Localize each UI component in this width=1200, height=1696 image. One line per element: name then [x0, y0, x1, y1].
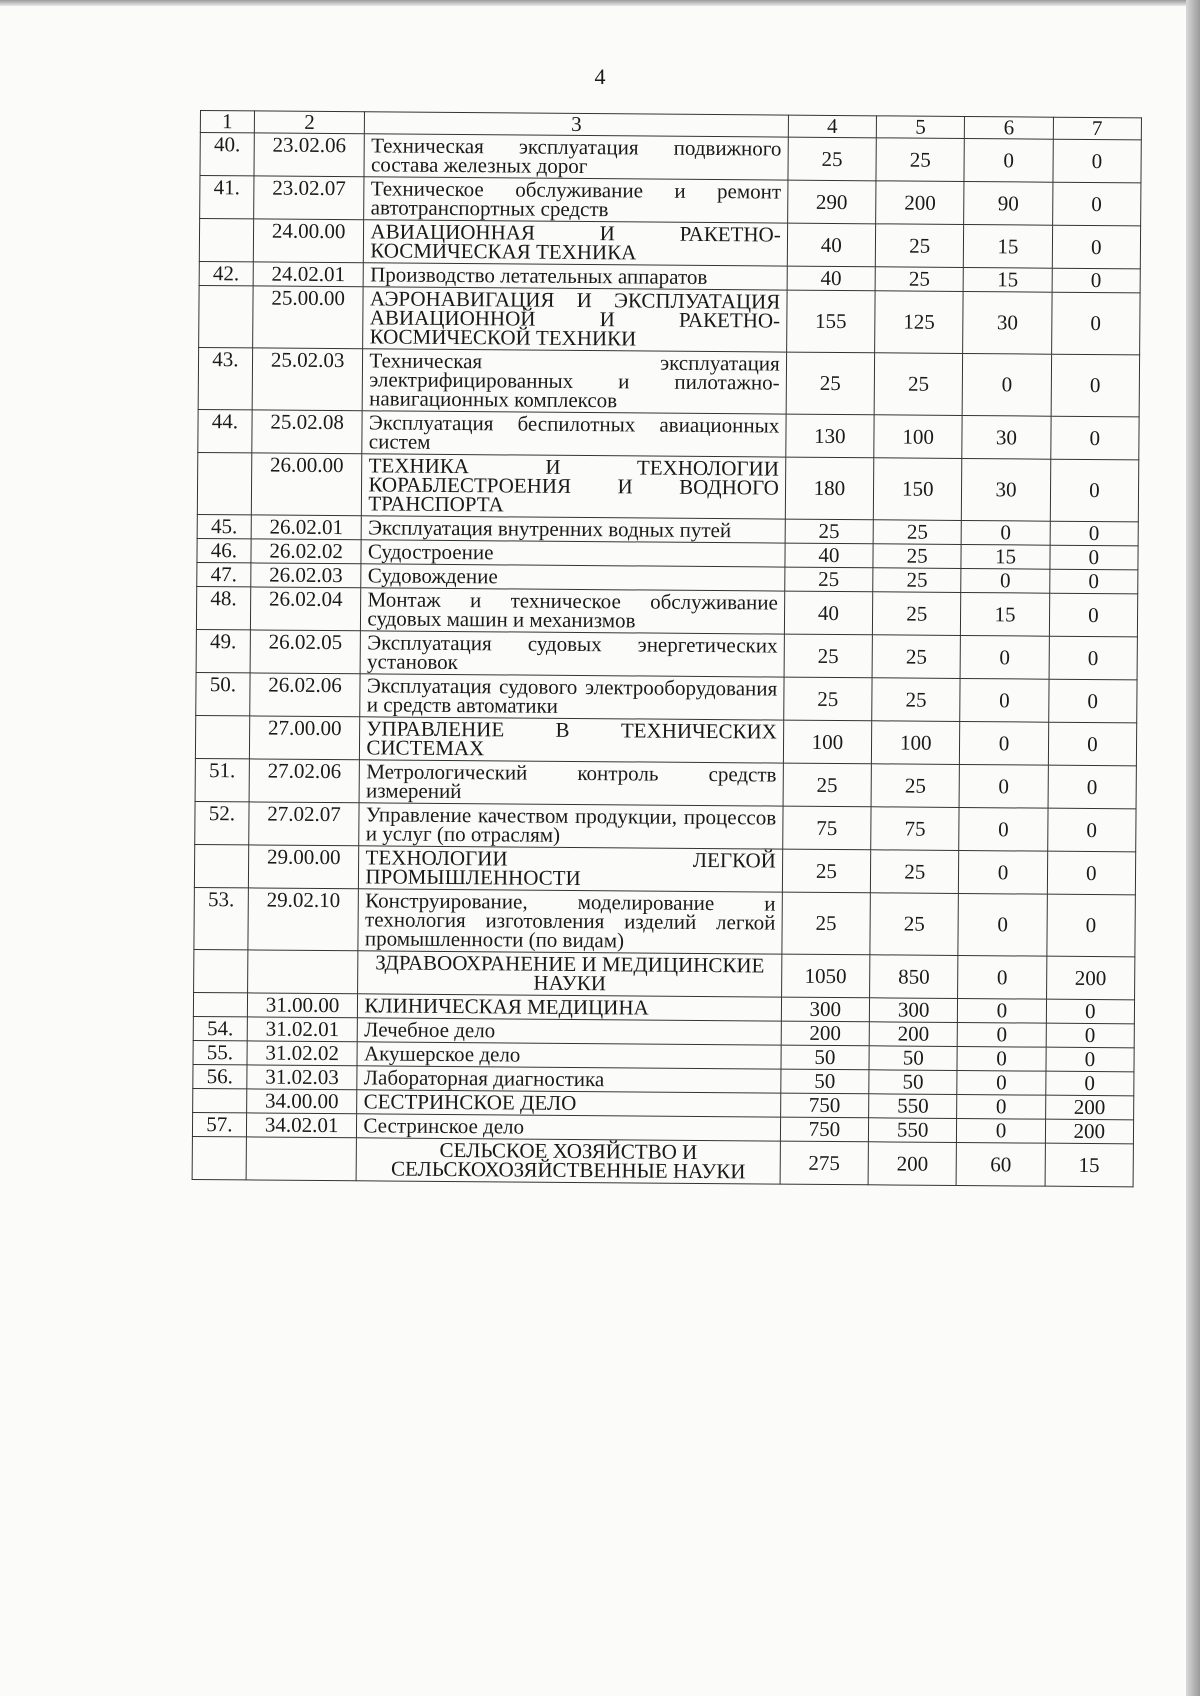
value-col7-cell: 0 [1050, 545, 1139, 570]
value-col6-cell: 0 [958, 893, 1047, 956]
value-col5-cell: 200 [868, 1142, 957, 1186]
value-col4-cell: 25 [784, 634, 873, 678]
row-number-cell: 47. [197, 562, 251, 586]
value-col6-cell: 30 [962, 458, 1051, 521]
row-number-cell: 41. [200, 176, 254, 219]
value-col4-cell: 40 [784, 591, 873, 635]
specialty-name-cell: Судостроение [361, 540, 784, 567]
value-col7-cell: 0 [1053, 139, 1142, 183]
header-cell: 4 [788, 115, 876, 138]
specialty-name-cell: Техническое обслуживание и ремонт автотранспортных средств [364, 177, 788, 223]
value-col6-cell: 0 [959, 850, 1048, 894]
row-number-cell [194, 949, 248, 992]
row-number-cell [197, 452, 251, 514]
specialty-name-cell: Акушерское дело [357, 1042, 780, 1069]
value-col4-cell: 25 [783, 677, 872, 721]
value-col6-cell: 90 [964, 182, 1053, 226]
value-col4-cell: 75 [782, 806, 871, 850]
value-col4-cell: 40 [787, 223, 876, 267]
value-col5-cell: 50 [869, 1070, 957, 1095]
specialty-code-cell: 23.02.07 [253, 176, 364, 220]
value-col4-cell: 25 [782, 892, 871, 955]
value-col4-cell: 50 [781, 1069, 869, 1094]
row-number-cell [194, 844, 248, 887]
specialty-code-cell: 29.02.10 [248, 888, 359, 951]
value-col5-cell: 25 [876, 138, 965, 182]
value-col6-cell: 0 [959, 764, 1048, 808]
value-col4-cell: 40 [785, 543, 873, 568]
value-col7-cell: 0 [1052, 182, 1141, 226]
value-col6-cell: 0 [958, 955, 1047, 999]
header-cell: 2 [254, 111, 365, 134]
value-col5-cell: 25 [870, 850, 959, 894]
value-col6-cell: 0 [957, 1094, 1045, 1119]
row-number-cell: 49. [196, 629, 250, 672]
value-col4-cell: 130 [786, 414, 875, 458]
value-col7-cell: 0 [1047, 851, 1136, 895]
value-col5-cell: 125 [875, 291, 964, 354]
value-col4-cell: 180 [785, 457, 874, 520]
value-col4-cell: 200 [781, 1021, 869, 1046]
value-col5-cell: 25 [875, 224, 964, 268]
value-col7-cell: 0 [1045, 1071, 1134, 1096]
value-col5-cell: 25 [872, 635, 961, 679]
value-col7-cell: 0 [1046, 1023, 1135, 1048]
value-col4-cell: 155 [786, 290, 875, 353]
row-number-cell: 51. [195, 758, 249, 801]
specialty-name-cell: Производство летательных аппаратов [364, 263, 787, 290]
value-col7-cell: 200 [1045, 1095, 1134, 1120]
row-number-cell [193, 1088, 247, 1112]
value-col5-cell: 850 [870, 955, 959, 999]
specialty-code-cell: 31.00.00 [247, 993, 358, 1018]
value-col5-cell: 50 [869, 1046, 957, 1071]
row-number-cell [199, 285, 253, 347]
value-col7-cell: 0 [1050, 416, 1139, 460]
specialty-code-cell: 26.00.00 [251, 453, 362, 516]
value-col5-cell: 550 [868, 1118, 956, 1143]
specialty-name-cell: Метрологический контроль средств измерений [360, 760, 784, 806]
value-col7-cell: 0 [1052, 268, 1141, 293]
specialty-name-cell: Эксплуатация внутренних водных путей [362, 516, 785, 543]
value-col6-cell: 30 [962, 415, 1051, 459]
page-number: 4 [594, 64, 606, 89]
specialty-code-cell: 26.02.06 [250, 673, 361, 717]
specialty-code-cell: 29.00.00 [248, 845, 359, 889]
value-col5-cell: 25 [870, 893, 959, 956]
value-col7-cell: 0 [1049, 593, 1138, 637]
row-number-cell: 52. [195, 801, 249, 844]
specialty-name-cell: Лабораторная диагностика [357, 1066, 780, 1093]
specialty-code-cell: 27.00.00 [249, 716, 360, 760]
specialty-name-cell: ТЕХНИКА И ТЕХНОЛОГИИ КОРАБЛЕСТРОЕНИЯ И ВОДНОГО ТРАНСПОРТА [362, 454, 786, 519]
value-col5-cell: 25 [871, 764, 960, 808]
value-col6-cell: 0 [960, 678, 1049, 722]
specialty-name-cell: СЕЛЬСКОЕ ХОЗЯЙСТВО И СЕЛЬСКОХОЗЯЙСТВЕННЫЕ НАУКИ [357, 1138, 781, 1184]
row-number-cell [195, 715, 249, 758]
value-col5-cell: 25 [872, 678, 961, 722]
row-number-cell: 45. [197, 514, 251, 538]
value-col4-cell: 750 [780, 1093, 868, 1118]
value-col4-cell: 25 [788, 137, 877, 181]
specialty-name-cell: Конструирование, моделирование и технология изготовления изделий легкой промышленности (по видам) [358, 889, 782, 954]
table-row [192, 1136, 1133, 1186]
specialty-code-cell: 26.02.02 [251, 539, 362, 564]
value-col7-cell: 0 [1047, 894, 1136, 957]
row-number-cell: 44. [198, 409, 252, 452]
value-col5-cell: 150 [873, 458, 962, 521]
specialty-name-cell: Эксплуатация беспилотных авиационных систем [362, 411, 786, 457]
specialty-name-cell: Эксплуатация судовых энергетических установок [361, 631, 785, 677]
value-col5-cell: 100 [874, 415, 963, 459]
specialty-name-cell: УПРАВЛЕНИЕ В ТЕХНИЧЕСКИХ СИСТЕМАХ [360, 717, 784, 763]
specialty-code-cell: 24.02.01 [253, 262, 364, 287]
specialty-name-cell: Техническая эксплуатация подвижного состава железных дорог [364, 134, 788, 180]
value-col5-cell: 25 [873, 544, 961, 569]
specialty-name-cell: КЛИНИЧЕСКАЯ МЕДИЦИНА [358, 994, 781, 1021]
value-col7-cell: 0 [1046, 999, 1135, 1024]
specialty-code-cell: 23.02.06 [254, 133, 365, 177]
specialty-code-cell [246, 1137, 357, 1181]
value-col6-cell: 0 [958, 1022, 1046, 1047]
specialty-name-cell: Сестринское дело [357, 1114, 780, 1141]
scan-edge-right [1186, 0, 1200, 1696]
value-col5-cell: 550 [869, 1094, 957, 1119]
row-number-cell: 42. [199, 261, 253, 285]
value-col5-cell: 200 [869, 1022, 957, 1047]
value-col4-cell: 25 [786, 352, 875, 415]
value-col4-cell: 25 [785, 519, 873, 544]
row-number-cell: 57. [192, 1112, 246, 1136]
table-row [194, 887, 1135, 956]
value-col6-cell: 15 [963, 268, 1051, 293]
value-col6-cell: 30 [963, 292, 1052, 355]
value-col5-cell: 300 [869, 998, 957, 1023]
specialty-name-cell: ТЕХНОЛОГИИ ЛЕГКОЙ ПРОМЫШЛЕННОСТИ [359, 846, 783, 892]
value-col7-cell: 0 [1048, 722, 1137, 766]
value-col7-cell: 0 [1050, 521, 1139, 546]
value-col7-cell: 200 [1046, 956, 1135, 1000]
value-col4-cell: 290 [787, 180, 876, 224]
value-col6-cell: 0 [960, 635, 1049, 679]
value-col4-cell: 25 [784, 567, 872, 592]
value-col5-cell: 25 [874, 353, 963, 416]
value-col5-cell: 75 [871, 807, 960, 851]
specialty-code-cell: 25.02.03 [252, 348, 363, 411]
value-col4-cell: 50 [781, 1045, 869, 1070]
value-col5-cell: 200 [876, 181, 965, 225]
value-col4-cell: 1050 [781, 954, 870, 998]
specialty-code-cell: 31.02.03 [247, 1065, 358, 1090]
row-number-cell: 50. [196, 672, 250, 715]
specialty-name-cell: Управление качеством продукции, процессов и услуг (по отраслям) [359, 803, 783, 849]
value-col7-cell: 0 [1048, 679, 1137, 723]
specialty-code-cell: 27.02.07 [249, 802, 360, 846]
value-col6-cell: 0 [957, 1118, 1045, 1143]
value-col5-cell: 25 [872, 592, 961, 636]
value-col7-cell: 0 [1046, 1047, 1135, 1072]
table-body [192, 111, 1141, 1187]
value-col6-cell: 0 [957, 1046, 1045, 1071]
value-col4-cell: 300 [781, 997, 869, 1022]
value-col4-cell: 275 [780, 1141, 869, 1185]
specialty-code-cell: 34.00.00 [246, 1089, 357, 1114]
value-col7-cell: 0 [1047, 808, 1136, 852]
specialty-code-cell: 31.02.02 [247, 1041, 358, 1066]
specialty-name-cell: Эксплуатация судового электрооборудования и средств автоматики [360, 674, 784, 720]
specialty-code-cell: 34.02.01 [246, 1113, 357, 1138]
table-row [198, 347, 1139, 416]
row-number-cell: 56. [193, 1064, 247, 1088]
specialty-name-cell: АЭРОНАВИГАЦИЯ И ЭКСПЛУАТАЦИЯ АВИАЦИОННОЙ И РАКЕТНО-КОСМИЧЕСКОЙ ТЕХНИКИ [363, 287, 787, 352]
specialty-name-cell: СЕСТРИНСКОЕ ДЕЛО [357, 1090, 780, 1117]
header-cell: 6 [965, 117, 1053, 140]
specialties-table [192, 110, 1142, 1187]
value-col6-cell: 15 [964, 225, 1053, 269]
specialty-code-cell: 25.00.00 [252, 286, 363, 349]
row-number-cell [199, 219, 253, 262]
row-number-cell: 48. [196, 586, 250, 629]
row-number-cell: 46. [197, 538, 251, 562]
value-col6-cell: 0 [962, 353, 1051, 416]
row-number-cell: 54. [193, 1016, 247, 1040]
row-number-cell [193, 992, 247, 1016]
header-cell: 3 [365, 112, 788, 137]
specialty-name-cell: Лечебное дело [358, 1018, 781, 1045]
specialty-code-cell: 27.02.06 [249, 759, 360, 803]
specialty-code-cell: 26.02.05 [250, 630, 361, 674]
value-col7-cell: 0 [1049, 569, 1138, 594]
value-col6-cell: 0 [960, 721, 1049, 765]
value-col5-cell: 100 [871, 721, 960, 765]
table-row [197, 452, 1138, 521]
specialty-code-cell: 24.00.00 [253, 219, 364, 263]
value-col6-cell: 0 [959, 807, 1048, 851]
value-col6-cell: 0 [961, 568, 1049, 593]
specialty-code-cell: 26.02.04 [250, 587, 361, 631]
value-col6-cell: 0 [961, 520, 1049, 545]
row-number-cell: 55. [193, 1040, 247, 1064]
value-col7-cell: 200 [1045, 1119, 1134, 1144]
table-row [199, 285, 1140, 354]
value-col6-cell: 60 [956, 1142, 1045, 1186]
specialty-name-cell: Монтаж и техническое обслуживание судовых машин и механизмов [361, 588, 785, 634]
header-cell: 7 [1053, 117, 1141, 140]
value-col5-cell: 25 [873, 568, 961, 593]
value-col7-cell: 0 [1052, 225, 1141, 269]
value-col4-cell: 40 [787, 266, 875, 291]
value-col7-cell: 0 [1051, 292, 1140, 355]
value-col6-cell: 0 [957, 1070, 1045, 1095]
specialty-code-cell: 26.02.01 [251, 515, 362, 540]
header-cell: 1 [200, 111, 254, 133]
specialty-code-cell: 31.02.01 [247, 1017, 358, 1042]
value-col7-cell: 0 [1048, 765, 1137, 809]
specialty-name-cell: Техническая эксплуатация электрифицированных и пилотажно-навигационных комплексов [363, 349, 787, 414]
value-col6-cell: 0 [958, 998, 1046, 1023]
specialty-code-cell [247, 950, 358, 994]
row-number-cell [192, 1136, 246, 1179]
value-col4-cell: 100 [783, 720, 872, 764]
value-col5-cell: 25 [873, 520, 961, 545]
value-col7-cell: 0 [1051, 354, 1140, 417]
value-col4-cell: 25 [783, 763, 872, 807]
header-cell: 5 [876, 116, 964, 139]
row-number-cell: 40. [200, 133, 254, 176]
value-col6-cell: 15 [961, 592, 1050, 636]
row-number-cell: 43. [198, 347, 252, 409]
value-col7-cell: 0 [1050, 459, 1139, 522]
specialty-code-cell: 25.02.08 [252, 410, 363, 454]
specialty-name-cell: АВИАЦИОННАЯ И РАКЕТНО-КОСМИЧЕСКАЯ ТЕХНИКА [364, 220, 788, 266]
value-col5-cell: 25 [875, 267, 963, 292]
value-col6-cell: 15 [961, 544, 1049, 569]
specialty-code-cell: 26.02.03 [251, 563, 362, 588]
value-col4-cell: 25 [782, 849, 871, 893]
specialty-name-cell: Судовождение [361, 564, 784, 591]
value-col7-cell: 15 [1045, 1143, 1134, 1187]
value-col4-cell: 750 [780, 1117, 868, 1142]
value-col7-cell: 0 [1049, 636, 1138, 680]
specialty-name-cell: ЗДРАВООХРАНЕНИЕ И МЕДИЦИНСКИЕ НАУКИ [358, 951, 782, 997]
value-col6-cell: 0 [964, 139, 1053, 183]
scan-edge-top [0, 0, 1200, 6]
row-number-cell: 53. [194, 887, 248, 949]
